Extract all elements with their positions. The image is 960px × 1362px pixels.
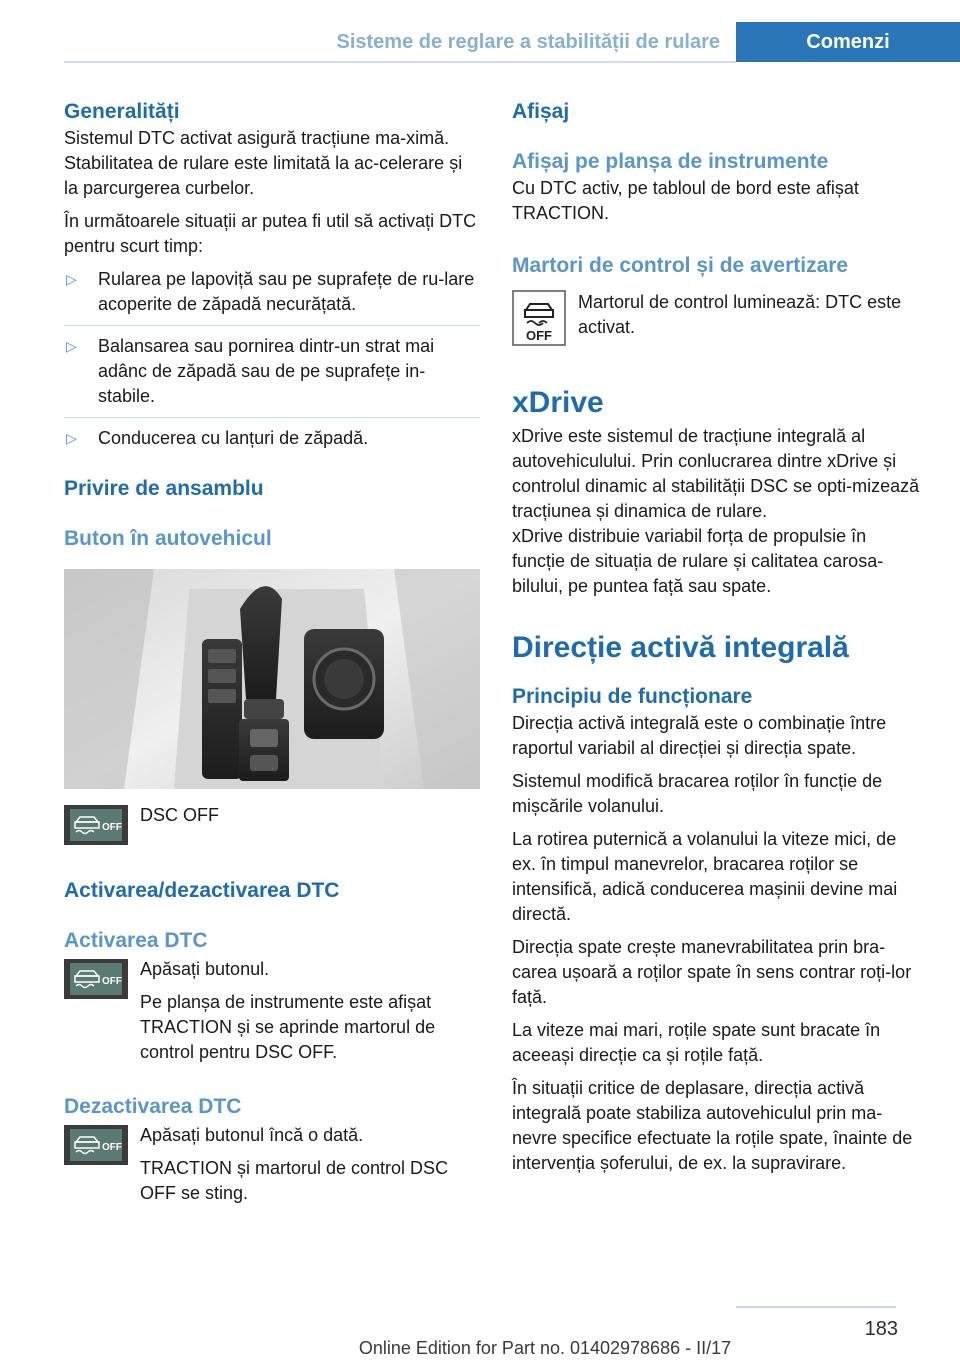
heading-martori: Martori de control și de avertizare	[512, 254, 849, 277]
paragraph: xDrive este sistemul de tracțiune integrală al autovehiculului. Prin conlucrarea dintre xDrive și controlul dinamic al stabilității DSC se opti-mizează tracțiunea și dinamica de rulare.	[512, 426, 920, 521]
heading-activarea-dtc: Activarea DTC	[64, 929, 208, 952]
paragraph: Sistemul modifică bracarea roților în funcție de mișcările volanului.	[512, 771, 883, 816]
triangle-bullet-icon: ▷	[66, 430, 77, 446]
svg-text:OFF: OFF	[102, 1142, 122, 1153]
paragraph: TRACTION și martorul de control DSC OFF se sting.	[140, 1158, 449, 1203]
list-item: ▷ Balansarea sau pornirea dintr-un strat mai adânc de zăpadă sau de pe suprafețe in-stabile.	[66, 336, 435, 406]
paragraph: Apăsați butonul încă o dată.	[140, 1125, 364, 1145]
heading-privire: Privire de ansamblu	[64, 477, 264, 500]
footer-divider	[736, 1306, 896, 1308]
edition-note: Online Edition for Part no. 01402978686 - II/17	[358, 1338, 732, 1358]
header-section-title: Sisteme de reglare a stabilității de rulare	[336, 30, 720, 53]
triangle-bullet-icon: ▷	[66, 338, 77, 354]
svg-text:OFF: OFF	[102, 976, 122, 987]
paragraph: La viteze mai mari, roțile spate sunt bracate în aceeași direcție ca și roțile față.	[512, 1020, 881, 1065]
heading-afisaj: Afișaj	[512, 100, 570, 123]
paragraph: Sistemul DTC activat asigură tracțiune ma-ximă. Stabilitatea de rulare este limitată la ac-celerare și la parcurgerea curbelor.	[64, 128, 463, 198]
heading-dezactivarea-dtc: Dezactivarea DTC	[64, 1095, 242, 1118]
paragraph: xDrive distribuie variabil forța de propulsie în funcție de situația de rulare și calitatea carosa-bilului, pe puntea față sau spate.	[512, 526, 884, 596]
svg-text:OFF: OFF	[102, 822, 122, 833]
dsc-off-icon	[64, 805, 128, 845]
paragraph: Direcția activă integrală este o combinație între raportul variabil al direcției și direcția spate.	[512, 713, 887, 758]
heading-principiu: Principiu de funcționare	[512, 685, 753, 708]
heading-xdrive: xDrive	[512, 386, 604, 419]
paragraph: În situații critice de deplasare, direcția activă integrală poate stabiliza autovehiculul prin ma-nevre specifice efectuate la roțile spate, înainte de intervenția șoferului, de ex. la supravirare.	[512, 1078, 913, 1173]
paragraph: Direcția spate crește manevrabilitatea prin bra-carea ușoară a roților spate în sens contrar roți-lor față.	[512, 937, 912, 1007]
header-divider	[64, 61, 736, 63]
dtc-warning-light-icon	[512, 290, 566, 346]
heading-buton: Buton în autovehicul	[64, 527, 272, 550]
paragraph: Martorul de control luminează: DTC este activat.	[578, 292, 902, 337]
list-item: ▷ Conducerea cu lanțuri de zăpadă.	[64, 426, 480, 451]
heading-generalitati: Generalități	[64, 100, 180, 123]
dsc-off-icon	[64, 959, 128, 999]
paragraph: În următoarele situații ar putea fi util să activați DTC pentru scurt timp:	[64, 211, 477, 256]
icon-caption: DSC OFF	[140, 805, 219, 825]
page-number: 183	[864, 1318, 898, 1340]
heading-activare: Activarea/dezactivarea DTC	[64, 879, 340, 902]
left-column	[64, 98, 480, 1206]
heading-afisaj-plansa: Afișaj pe planșa de instrumente	[512, 150, 829, 173]
svg-text:OFF: OFF	[526, 328, 552, 343]
paragraph: Cu DTC activ, pe tabloul de bord este afișat TRACTION.	[512, 178, 859, 223]
dsc-off-icon	[64, 1125, 128, 1165]
paragraph: Pe planșa de instrumente este afișat TRACTION și se aprinde martorul de control pentru DSC OFF.	[140, 992, 436, 1062]
right-column	[512, 98, 924, 1176]
console-photo	[64, 569, 480, 789]
heading-directie: Direcție activă integrală	[512, 631, 849, 664]
triangle-bullet-icon: ▷	[66, 271, 77, 287]
header-chapter-tab[interactable]: Comenzi	[736, 22, 960, 62]
bullet-list	[64, 267, 480, 451]
paragraph: Apăsați butonul.	[140, 959, 270, 979]
list-item: ▷ Rularea pe lapoviță sau pe suprafețe de ru-lare acoperite de zăpadă necurățată.	[66, 269, 475, 314]
paragraph: La rotirea puternică a volanului la viteze mici, de ex. în timpul manevrelor, bracarea roților se intensifică, adică conducerea mașinii devine mai directă.	[512, 829, 898, 924]
